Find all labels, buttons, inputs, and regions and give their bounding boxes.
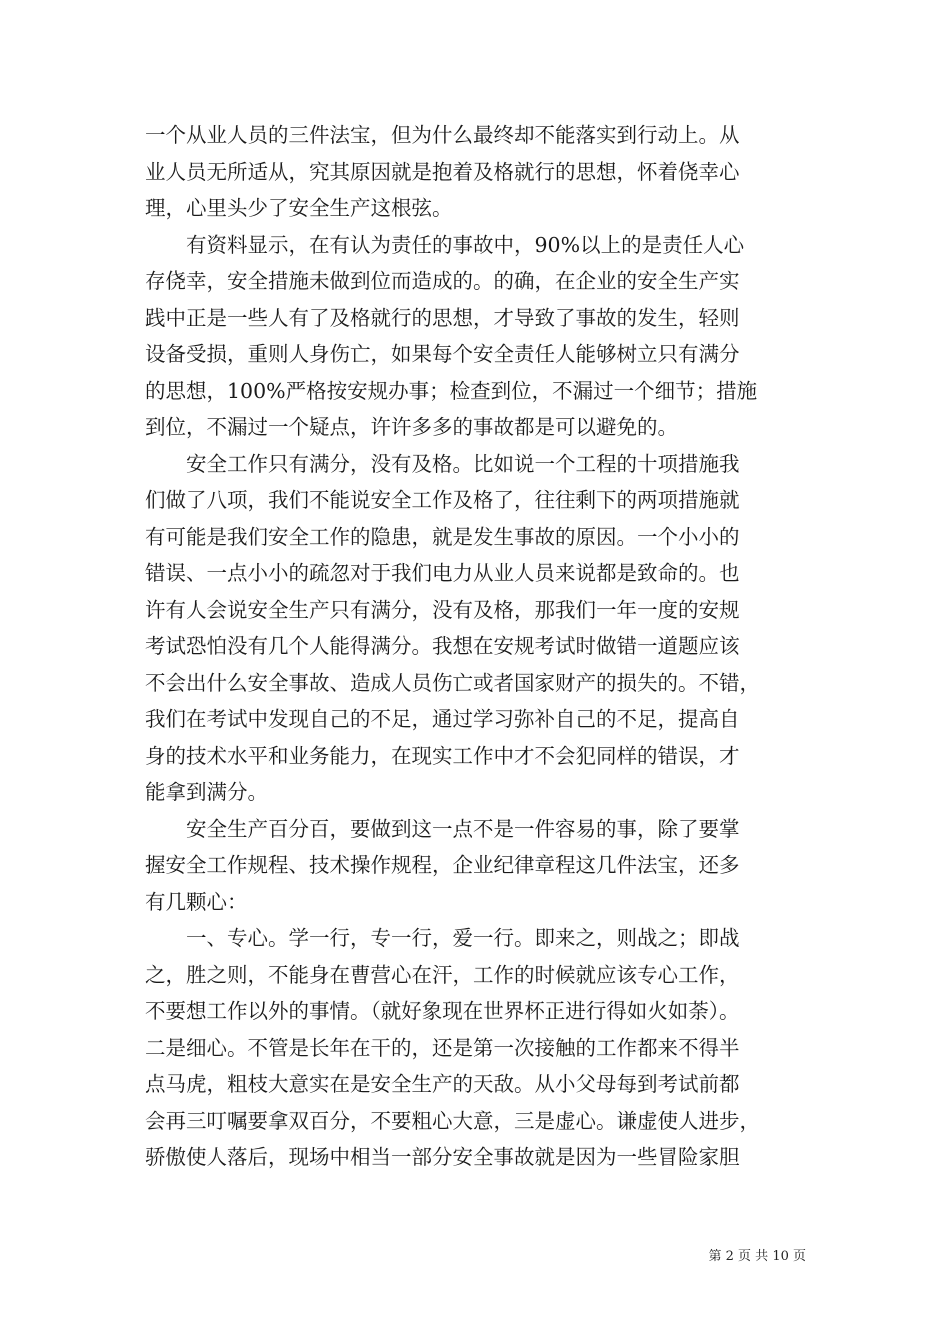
text-line: 身的技术水平和业务能力，在现实工作中才不会犯同样的错误，才	[145, 743, 740, 768]
text-line: 点马虎，粗枝大意实在是安全生产的天敌。从小父母每到考试前都	[145, 1072, 740, 1096]
text-line: 我们在考试中发现自己的不足，通过学习弥补自己的不足，提高自	[145, 707, 740, 731]
text-line: 错误、一点小小的疏忽对于我们电力从业人员来说都是致命的。也	[145, 561, 740, 585]
text-line: 业人员无所适从，究其原因就是抱着及格就行的思想，怀着侥幸心	[145, 159, 740, 184]
text-line: 设备受损，重则人身伤亡，如果每个安全责任人能够树立只有满分	[145, 342, 740, 366]
text-line: 能拿到满分。	[145, 780, 268, 804]
text-line: 之，胜之则，不能身在曹营心在汗，工作的时候就应该专心工作，	[145, 962, 740, 987]
text-line: 安全生产百分百，要做到这一点不是一件容易的事，除了要掌	[145, 816, 740, 841]
text-line: 不要想工作以外的事情。（就好象现在世界杯正进行得如火如荼）。	[145, 999, 740, 1023]
text-line: 一个从业人员的三件法宝，但为什么最终却不能落实到行动上。从	[145, 123, 740, 147]
body-text	[145, 117, 810, 1176]
text-line: 到位，不漏过一个疑点，许许多多的事故都是可以避免的。	[145, 415, 678, 439]
page-number: 第 2 页 共 10 页	[708, 1249, 806, 1264]
text-line: 践中正是一些人有了及格就行的思想，才导致了事故的发生，轻则	[145, 305, 740, 330]
text-line: 的思想，100%严格按安规办事；检查到位，不漏过一个细节；措施	[145, 378, 758, 403]
text-line: 有几颗心：	[145, 889, 248, 914]
text-line: 安全工作只有满分，没有及格。比如说一个工程的十项措施我	[145, 451, 740, 476]
text-line: 骄傲使人落后，现场中相当一部分安全事故就是因为一些冒险家胆	[145, 1145, 740, 1169]
text-line: 考试恐怕没有几个人能得满分。我想在安规考试时做错一道题应该	[145, 634, 740, 658]
text-line: 会再三叮嘱要拿双百分，不要粗心大意，三是虚心。谦虚使人进步，	[145, 1108, 760, 1133]
text-line: 一、专心。学一行，专一行，爱一行。即来之，则战之；即战	[145, 926, 740, 950]
text-line: 理，心里头少了安全生产这根弦。	[145, 196, 453, 220]
text-line: 存侥幸，安全措施未做到位而造成的。的确，在企业的安全生产实	[145, 269, 740, 293]
text-line: 们做了八项，我们不能说安全工作及格了，往往剩下的两项措施就	[145, 488, 740, 512]
text-line: 有资料显示，在有认为责任的事故中，90%以上的是责任人心	[145, 232, 745, 257]
text-line: 不会出什么安全事故、造成人员伤亡或者国家财产的损失的。不错，	[145, 670, 760, 695]
text-line: 握安全工作规程、技术操作规程，企业纪律章程这几件法宝，还多	[145, 853, 740, 877]
text-line: 有可能是我们安全工作的隐患，就是发生事故的原因。一个小小的	[145, 524, 740, 549]
text-line: 二是细心。不管是长年在干的，还是第一次接触的工作都来不得半	[145, 1035, 740, 1060]
text-line: 许有人会说安全生产只有满分，没有及格，那我们一年一度的安规	[145, 597, 740, 622]
